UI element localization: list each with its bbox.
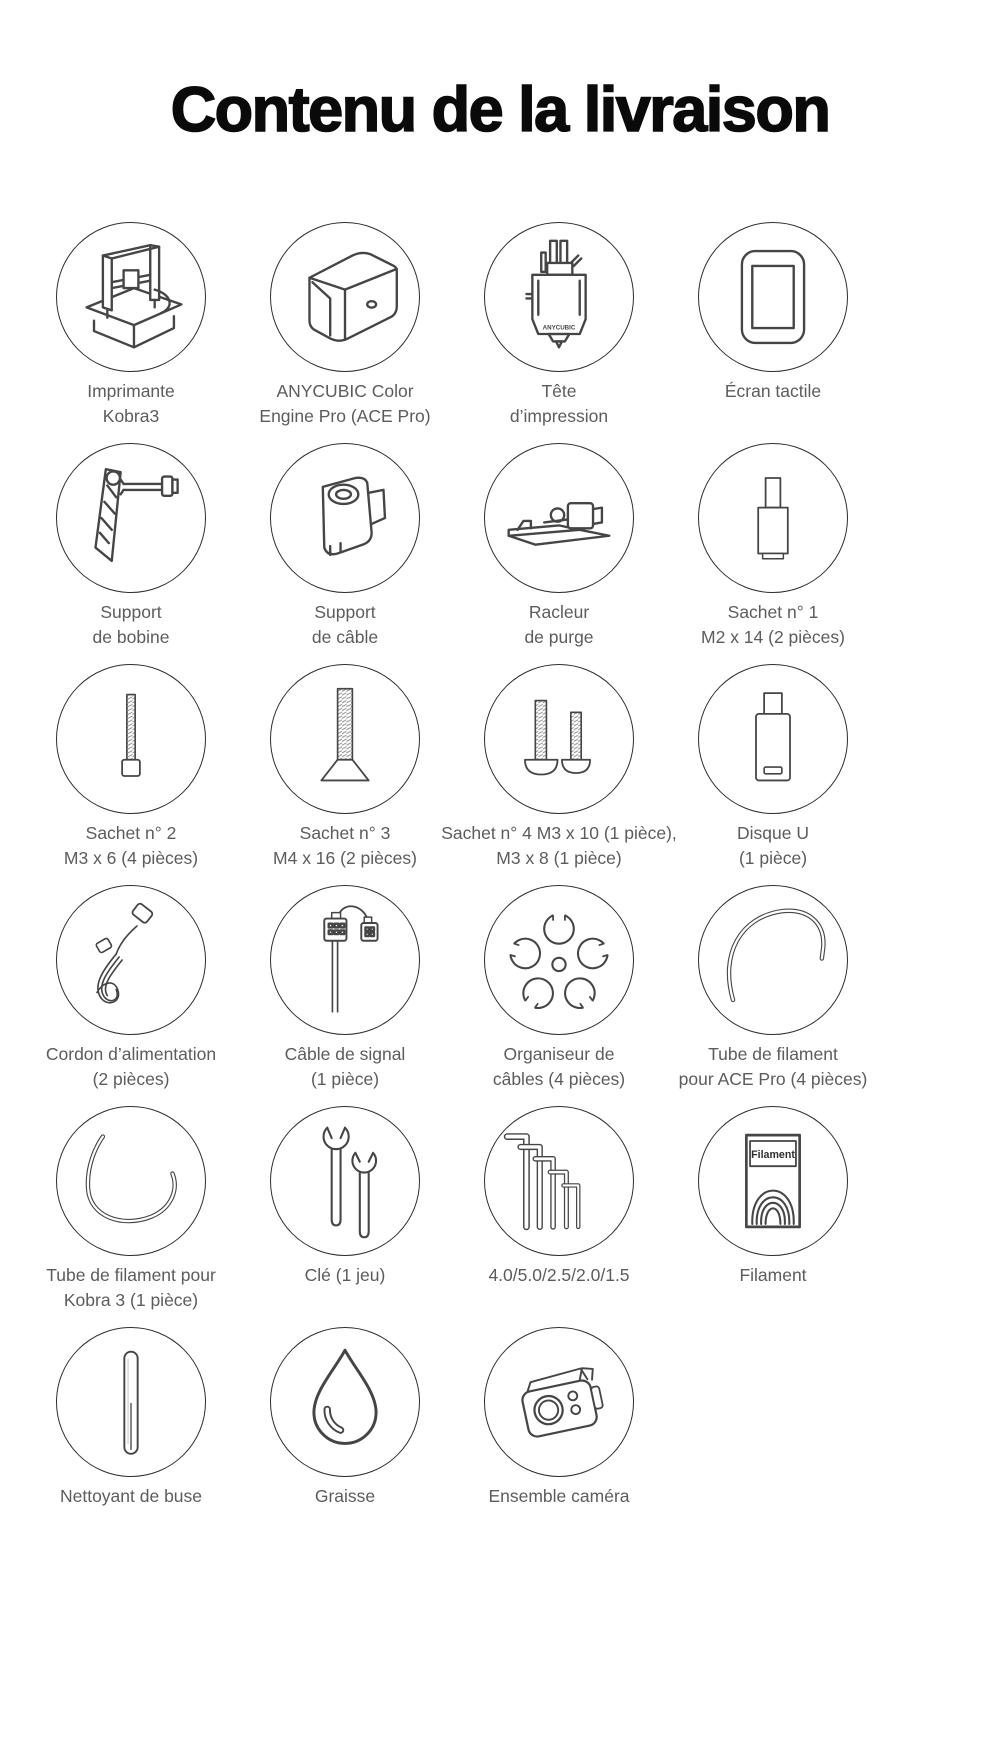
kit-item-cable-support: [238, 443, 452, 664]
usb-drive-icon: [699, 664, 847, 814]
item-circle: [270, 443, 420, 593]
kit-item-printer: [24, 222, 238, 443]
item-label-line: Câble de signal: [284, 1044, 406, 1064]
item-label-line: Imprimante: [87, 381, 175, 401]
item-label-line: (1 pièce): [738, 848, 808, 868]
item-label-line: Racleur: [528, 602, 590, 622]
kit-item-grease: [238, 1327, 452, 1548]
item-label: [737, 821, 809, 871]
kit-item-purge-scraper: [452, 443, 666, 664]
item-circle: [270, 222, 420, 372]
kit-item-touch-screen: [666, 222, 880, 443]
item-label: [488, 1484, 629, 1509]
item-label-line: Kobra 3 (1 pièce): [63, 1290, 199, 1310]
item-circle: [698, 885, 848, 1035]
item-label-line: Nettoyant de buse: [59, 1486, 203, 1506]
item-circle: [56, 1106, 206, 1256]
item-label: [441, 821, 677, 871]
item-circle: [698, 1106, 848, 1256]
filament-box-icon: [699, 1106, 847, 1256]
item-label: [739, 1263, 806, 1288]
power-cord-icon: [57, 885, 205, 1035]
kit-item-wrench-set: [238, 1106, 452, 1327]
item-circle: [56, 885, 206, 1035]
item-circle: [56, 664, 206, 814]
item-circle: [484, 1106, 634, 1256]
item-circle: [484, 885, 634, 1035]
item-label-line: Disque U: [737, 823, 809, 843]
item-circle: [484, 1327, 634, 1477]
item-label-line: (2 pièces): [92, 1069, 170, 1089]
item-label-line: Ensemble caméra: [488, 1486, 630, 1506]
item-label-line: M3 x 8 (1 pièce): [496, 848, 622, 868]
item-label: [315, 1484, 375, 1509]
item-label-line: de purge: [524, 627, 594, 647]
item-circle: [698, 443, 848, 593]
hex-keys-icon: [485, 1106, 633, 1256]
item-label-line: de câble: [311, 627, 379, 647]
kit-item-screw-bag-3: [238, 664, 452, 885]
item-label-line: Tube de filament pour: [46, 1265, 216, 1285]
item-circle: [56, 1327, 206, 1477]
wrench-set-icon: [271, 1106, 419, 1256]
kit-item-nozzle-cleaner: [24, 1327, 238, 1548]
item-circle: [484, 222, 634, 372]
item-circle: [484, 664, 634, 814]
kit-item-filament: [666, 1106, 880, 1327]
item-label-line: ANYCUBIC Color: [276, 381, 414, 401]
item-label-line: Sachet n° 1: [727, 602, 819, 622]
item-label-line: Sachet n° 3: [299, 823, 391, 843]
cable-support-icon: [271, 443, 419, 593]
item-label-line: M3 x 6 (4 pièces): [63, 848, 199, 868]
item-label: [305, 1263, 386, 1288]
item-circle: [56, 222, 206, 372]
item-label-line: 4.0/5.0/2.5/2.0/1.5: [488, 1265, 630, 1285]
item-circle: [56, 443, 206, 593]
ace-pro-box-icon: [271, 222, 419, 372]
kit-item-filament-tube-kobra: [24, 1106, 238, 1327]
item-label-line: Graisse: [314, 1486, 376, 1506]
item-label: [60, 1484, 202, 1509]
kit-item-print-head: [452, 222, 666, 443]
item-label-line: Engine Pro (ACE Pro): [259, 406, 431, 426]
spool-holder-icon: [57, 443, 205, 593]
item-label-line: M2 x 14 (2 pièces): [701, 627, 845, 647]
kit-item-signal-cable: [238, 885, 452, 1106]
item-label-line: (1 pièce): [310, 1069, 380, 1089]
screw-bag-3-icon: [271, 664, 419, 814]
item-circle: [270, 885, 420, 1035]
item-label-line: Cordon d’alimentation: [45, 1044, 217, 1064]
item-label-line: Sachet n° 4 M3 x 10 (1 pièce),: [441, 823, 677, 843]
item-label: [46, 1042, 216, 1092]
item-label-line: Support: [314, 602, 376, 622]
kit-item-power-cord: [24, 885, 238, 1106]
item-label: [510, 379, 608, 429]
filament-tube-ace-icon: [699, 885, 847, 1035]
kit-item-screw-bag-1: [666, 443, 880, 664]
item-circle: [270, 664, 420, 814]
kit-item-hex-keys: [452, 1106, 666, 1327]
kit-item-screw-bag-4: [441, 664, 677, 885]
item-label: [493, 1042, 625, 1092]
item-label: [285, 1042, 406, 1092]
item-label-line: Clé (1 jeu): [304, 1265, 386, 1285]
item-label-line: Tube de filament: [708, 1044, 838, 1064]
item-label: [93, 600, 170, 650]
item-circle: [484, 443, 634, 593]
screw-bag-1-icon: [699, 443, 847, 593]
item-label-line: Kobra3: [102, 406, 160, 426]
item-label: [64, 821, 198, 871]
page-title: Contenu de la livraison: [170, 75, 830, 145]
item-label-line: Écran tactile: [724, 381, 822, 401]
item-circle: [698, 222, 848, 372]
camera-set-icon: [485, 1327, 633, 1477]
grease-icon: [271, 1327, 419, 1477]
item-label: [312, 600, 378, 650]
item-label-line: Organiseur de: [503, 1044, 615, 1064]
item-label: [259, 379, 430, 429]
kit-item-usb-drive: [666, 664, 880, 885]
delivery-contents-grid: [24, 222, 880, 1548]
item-label: [273, 821, 417, 871]
item-label-line: pour ACE Pro (4 pièces): [678, 1069, 868, 1089]
kit-item-filament-tube-ace: [666, 885, 880, 1106]
cable-organizer-icon: [485, 885, 633, 1035]
kit-item-screw-bag-2: [24, 664, 238, 885]
item-label: [46, 1263, 216, 1313]
item-circle: [270, 1106, 420, 1256]
filament-tube-kobra-icon: [57, 1106, 205, 1256]
kit-item-spool-holder: [24, 443, 238, 664]
item-label: [701, 600, 845, 650]
print-head-icon: [485, 222, 633, 372]
svg-text:ANYCUBIC: ANYCUBIC: [542, 324, 576, 332]
item-circle: [270, 1327, 420, 1477]
touch-screen-icon: [699, 222, 847, 372]
item-label: [679, 1042, 868, 1092]
item-circle: [698, 664, 848, 814]
screw-bag-2-icon: [57, 664, 205, 814]
kit-item-ace-pro: [238, 222, 452, 443]
item-label-line: Sachet n° 2: [85, 823, 177, 843]
svg-text:Filament: Filament: [751, 1149, 795, 1162]
kit-item-camera-set: [452, 1327, 666, 1548]
item-label-line: Tête: [541, 381, 577, 401]
item-label-line: de bobine: [92, 627, 170, 647]
item-label: [87, 379, 175, 429]
item-label-line: câbles (4 pièces): [492, 1069, 626, 1089]
item-label-line: d’impression: [509, 406, 609, 426]
item-label-line: M4 x 16 (2 pièces): [273, 848, 417, 868]
screw-bag-4-icon: [485, 664, 633, 814]
item-label-line: Support: [100, 602, 162, 622]
item-label: [488, 1263, 629, 1288]
item-label: [524, 600, 593, 650]
item-label-line: Filament: [739, 1265, 807, 1285]
kit-item-cable-organizer: [452, 885, 666, 1106]
item-label: [725, 379, 821, 404]
purge-scraper-icon: [485, 443, 633, 593]
signal-cable-icon: [271, 885, 419, 1035]
nozzle-cleaner-icon: [57, 1327, 205, 1477]
printer-3d-icon: [57, 222, 205, 372]
